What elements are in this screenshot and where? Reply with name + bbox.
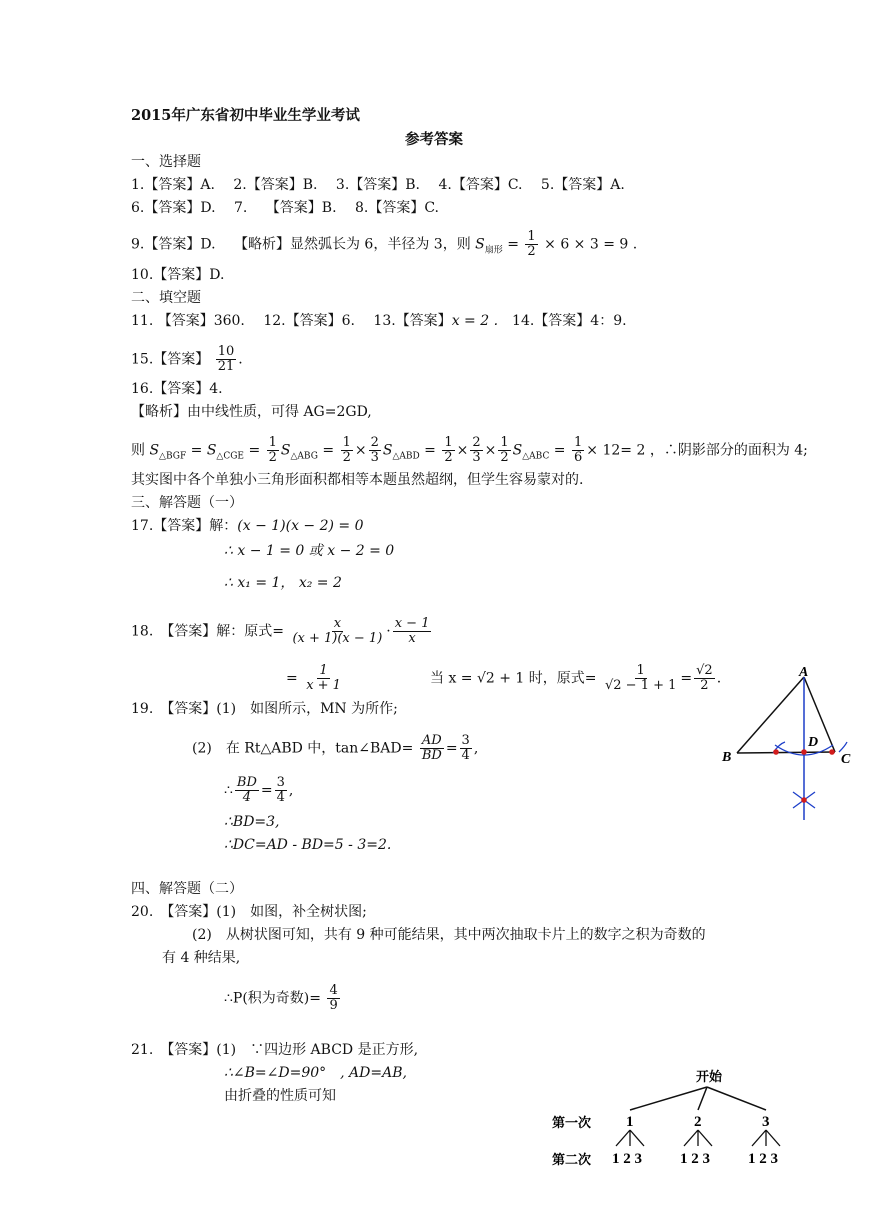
section-fill: 二、填空题 — [131, 290, 201, 306]
tree-row-2-label: 第二次 — [552, 1152, 592, 1167]
edge-root-3 — [707, 1087, 766, 1110]
q17-label: 17.【答案】解： — [131, 518, 238, 534]
fill-13-eq: x = 2 . — [451, 313, 499, 329]
q16-note: 其实图中各个单独小三角形面积都相等本题虽然超纲，但学生容易蒙对的. — [131, 472, 584, 488]
q19-line-5: ∴DC=AD - BD=5 - 3=2. — [224, 837, 392, 853]
fill-line-11 — [131, 312, 627, 330]
q15-text: 15.【答案】 — [131, 351, 210, 368]
point-d — [801, 749, 807, 755]
tree-second-3: 1 2 3 — [748, 1151, 778, 1167]
q19-line-2: (2) 在 Rt△ABD 中，tan∠BAD= $\frac{AD}{BD}$ = $\frac{3}{4}$ , — [192, 733, 479, 763]
q19-b: (2) 在 Rt△ABD 中，tan∠BAD= — [192, 740, 414, 757]
label-d: D — [808, 735, 819, 750]
section-solve-2: 四、解答题（二） — [131, 881, 243, 897]
q20-d: ∴P(积为奇数)= — [224, 990, 321, 1007]
q18-line-3: 当 x = √2 + 1 时，原式= $\frac{1}{√2 - 1 + 1}$ = $\frac{√2}{2}$ . — [430, 663, 722, 693]
tree-second-2: 1 2 3 — [680, 1151, 710, 1167]
q20-line-4: ∴P(积为奇数)= $\frac{4}{9}$ — [224, 983, 338, 1013]
q16-tail: × 12= 2 ，∴阴影部分的面积为 4; — [586, 442, 808, 459]
point-bottom — [801, 797, 807, 803]
tree-first-2: 2 — [694, 1114, 702, 1130]
q9-answer: 9.【答案】D. 【略析】显然弧长为 6，半径为 3，则 $S_{扇形}$ = $\frac{1}{2}$ × 6 × 3 = 9 . — [131, 229, 638, 259]
edge-root-2 — [698, 1087, 707, 1110]
label-c: C — [841, 752, 851, 767]
q21-line-3: 由折叠的性质可知 — [224, 1088, 336, 1104]
answer-subtitle: 参考答案 — [405, 131, 463, 148]
q9-s: S — [475, 236, 485, 253]
q15-frac: $\frac{10}{21}$ — [217, 344, 235, 374]
q9-text: 9.【答案】D. 【略析】显然弧长为 6，半径为 3，则 — [131, 236, 471, 253]
q15-answer: 15.【答案】 $\frac{10}{21}$ . — [131, 344, 243, 374]
q20-line-3: 有 4 种结果, — [162, 950, 241, 966]
mc-line-1: 1.【答案】A. 2.【答案】B. 3.【答案】B. 4.【答案】C. 5.【答案】A. — [131, 177, 625, 193]
document-title: 2015年广东省初中毕业生学业考试 — [131, 107, 360, 124]
q19-line-4: ∴BD=3, — [224, 814, 280, 830]
point-left — [773, 749, 779, 755]
section-solve-1: 三、解答题（一） — [131, 495, 243, 511]
q19-line-3: ∴ $\frac{BD}{4}$ = $\frac{3}{4}$ , — [224, 775, 294, 805]
q17-line-2: ∴ x − 1 = 0 或 x − 2 = 0 — [224, 543, 395, 559]
tree-row-1-label: 第一次 — [552, 1115, 592, 1130]
tree-first-1: 1 — [626, 1114, 634, 1130]
q21-line-2: ∴∠B=∠D=90° , AD=AB, — [224, 1065, 407, 1081]
fill-14-text: 14.【答案】4：9. — [498, 313, 627, 329]
edges-1 — [616, 1130, 644, 1146]
arc-right — [839, 742, 847, 752]
point-right — [829, 749, 835, 755]
side-ab — [737, 677, 804, 753]
q19-line-1: 19. 【答案】(1) 如图所示，MN 为所作; — [131, 701, 398, 717]
edges-2 — [684, 1130, 712, 1146]
q17-line-1 — [131, 517, 364, 535]
q18-line-1: 18. 【答案】解：原式= $\frac{x}{(x + 1)(x - 1)}$ · $\frac{x - 1}{x}$ — [131, 616, 430, 646]
q18-line-2: = $\frac{1}{x + 1}$ — [286, 663, 341, 693]
q9-tail: × 6 × 3 = 9 . — [544, 236, 638, 253]
q9-frac: $\frac{1}{2}$ — [527, 229, 536, 259]
fill-11-text: 11. 【答案】360. 12.【答案】6. 13.【答案】 — [131, 313, 452, 329]
label-a: A — [799, 665, 809, 680]
q16-answer: 16.【答案】4. — [131, 381, 223, 397]
edge-root-1 — [630, 1087, 707, 1110]
q16-pre: 则 — [131, 442, 145, 459]
label-b: B — [722, 750, 732, 765]
q17-line-3: ∴ x₁ = 1， x₂ = 2 — [224, 575, 342, 591]
q20-line-2: (2) 从树状图可知，共有 9 种可能结果，其中两次抽取卡片上的数字之积为奇数的 — [192, 927, 706, 943]
q16-analysis: 【略析】由中线性质，可得 AG=2GD, — [131, 404, 372, 420]
q18-when: 当 x = √2 + 1 时，原式= — [430, 670, 597, 687]
edges-3 — [752, 1130, 780, 1146]
mc-line-2: 6.【答案】D. 7. 【答案】B. 8.【答案】C. — [131, 200, 439, 216]
tree-first-3: 3 — [762, 1114, 770, 1130]
triangle-figure — [715, 660, 865, 830]
tree-root: 开始 — [696, 1069, 723, 1084]
tree-diagram — [540, 1062, 820, 1182]
q21-line-1: 21. 【答案】(1) ∵四边形 ABCD 是正方形, — [131, 1042, 419, 1058]
section-choice: 一、选择题 — [131, 154, 201, 170]
tree-second-1: 1 2 3 — [612, 1151, 642, 1167]
q9-sub: 扇形 — [484, 245, 503, 256]
q17-eq: (x − 1)(x − 2) = 0 — [237, 518, 364, 534]
q20-line-1: 20. 【答案】(1) 如图，补全树状图; — [131, 904, 367, 920]
q16-equation: 则 $S_{\triangle BGF} = S_{\triangle CGE}$ = $\frac{1}{2}$ $S_{\triangle ABG}$ = $\frac{1}{2}$ × $\frac{2}{3}$ $S_{\triangle ABD}$ = $\frac{1}{2}$ × $\frac{2}{3}$ × $\frac{1}{2}$ $S_{\triangle ABC}$ = $\frac{1}{6}$ × 12= 2 ，∴阴影部分的面积为 4; — [131, 435, 808, 465]
q10-answer: 10.【答案】D. — [131, 267, 225, 283]
q18-label: 18. 【答案】解：原式= — [131, 623, 284, 640]
